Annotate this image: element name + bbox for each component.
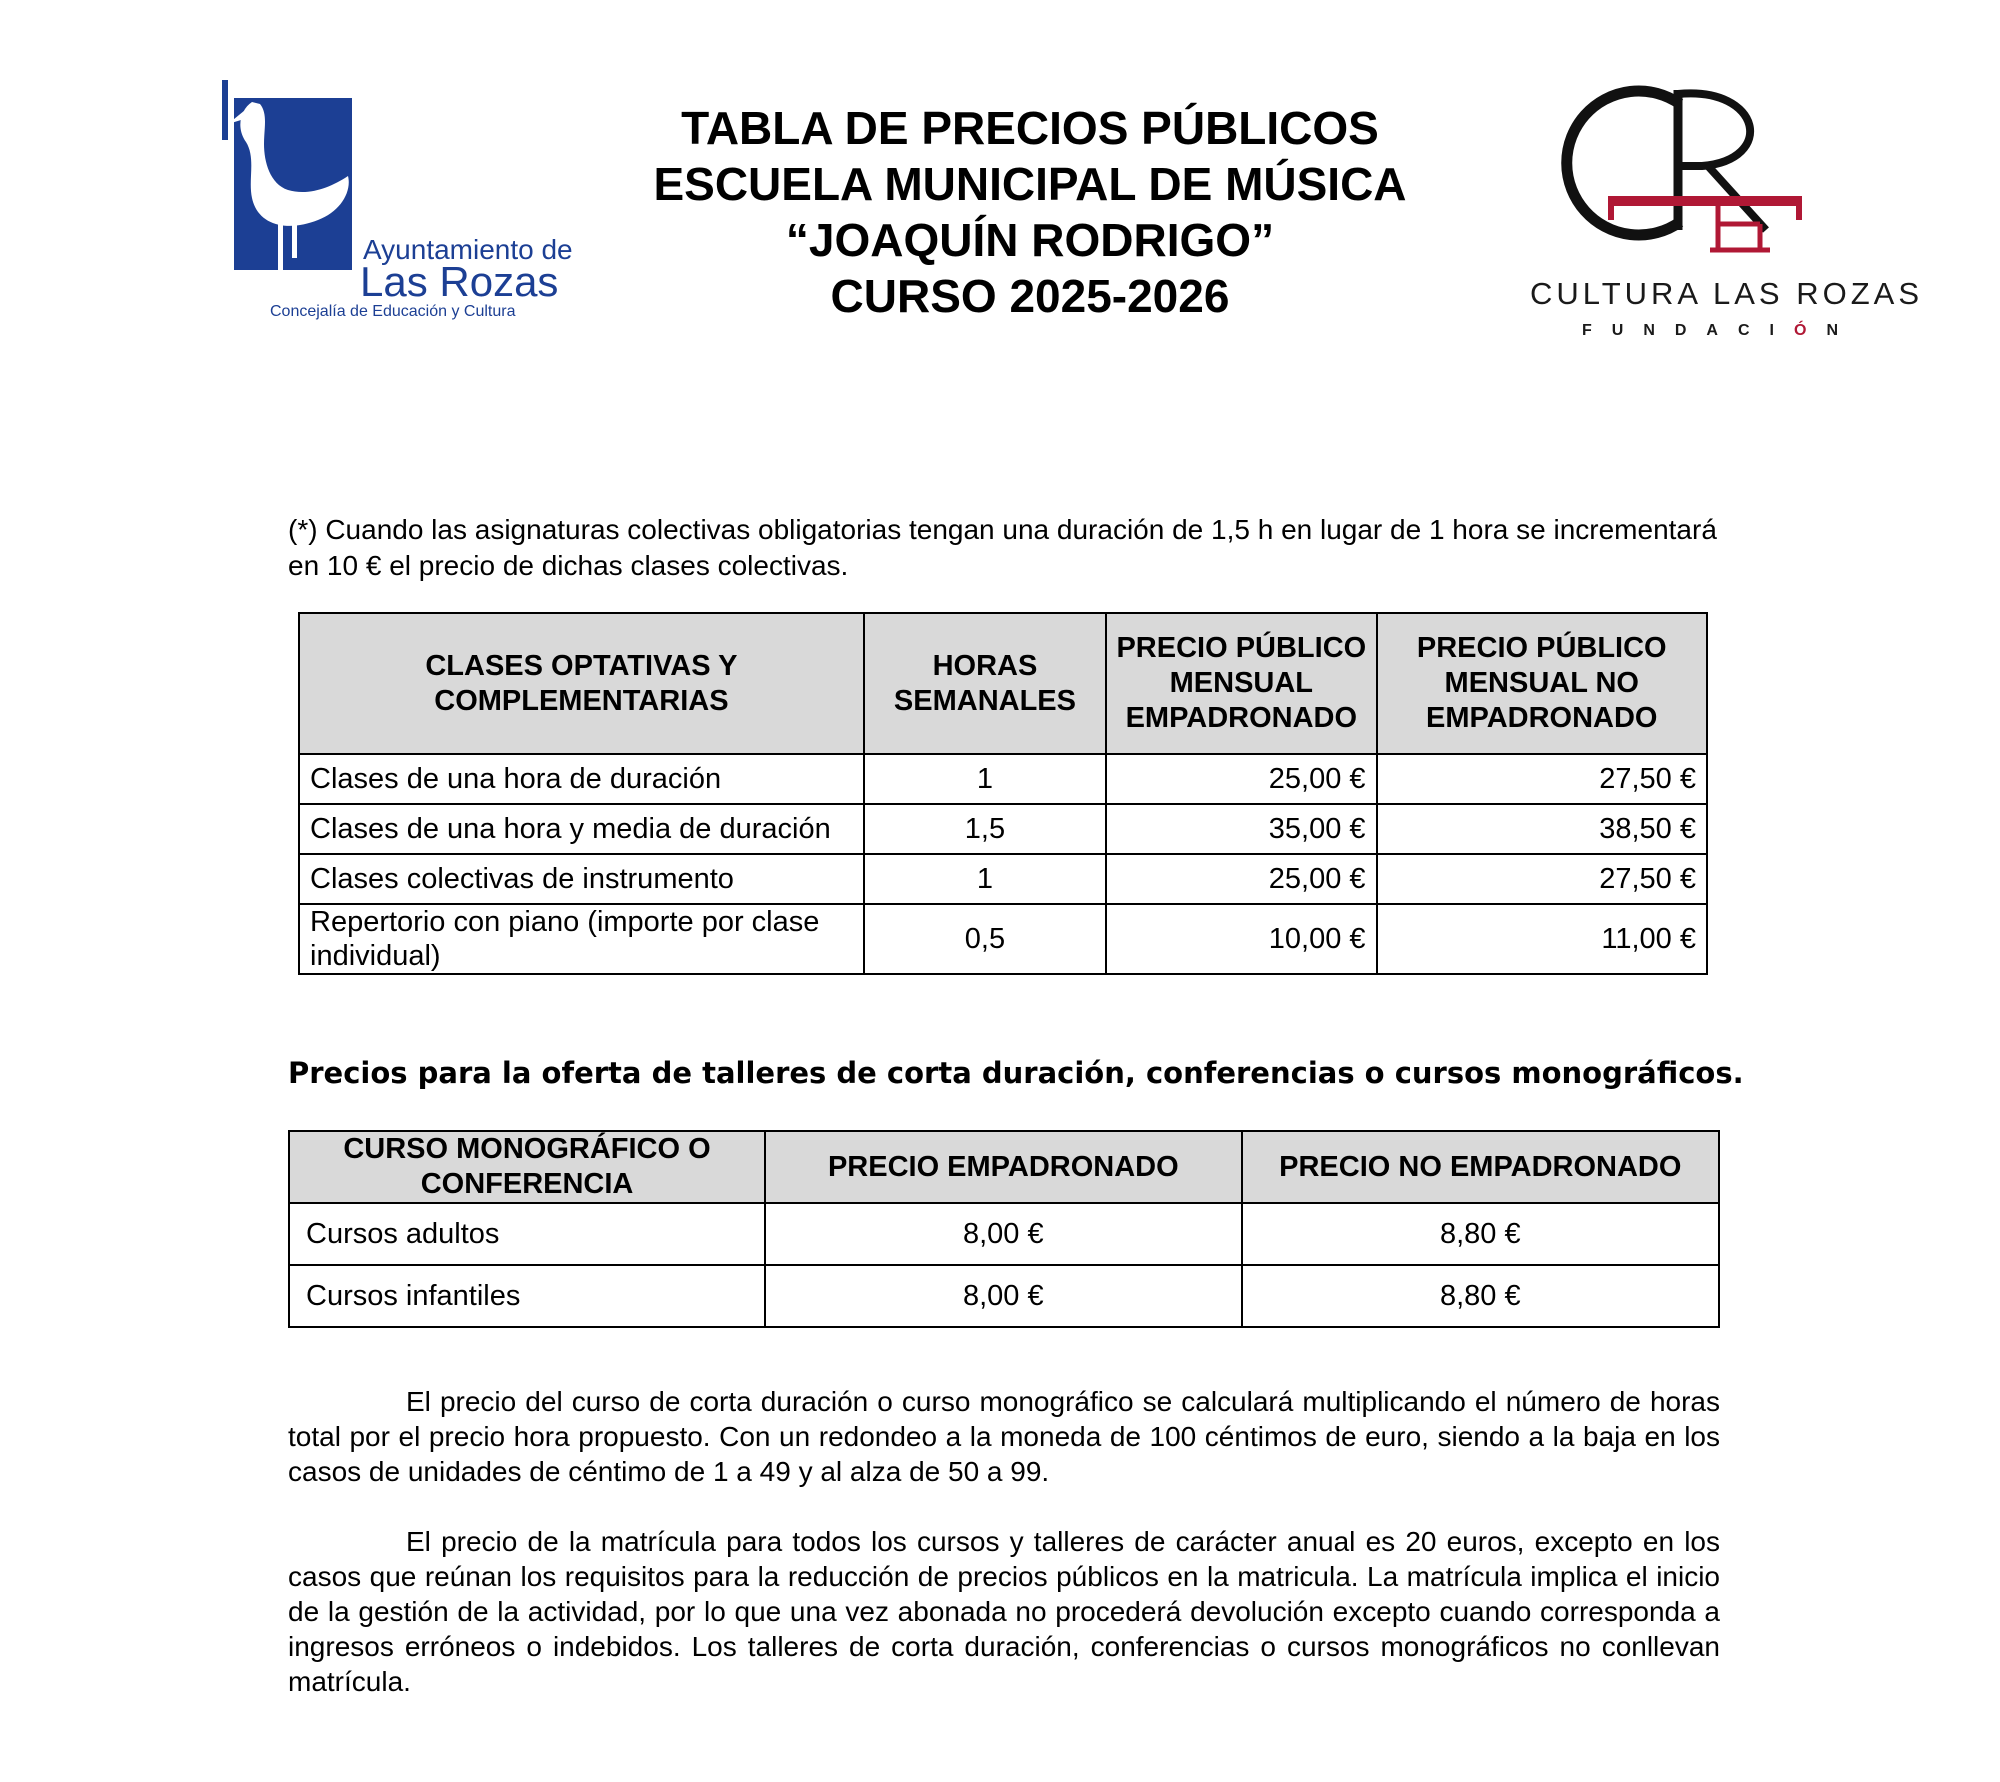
page-title xyxy=(560,100,1500,324)
optional-classes-table xyxy=(298,612,1708,975)
price-registered-cell: 25,00 € xyxy=(1106,854,1376,904)
note-text: (*) Cuando las asignaturas colectivas obligatorias tengan una duración de 1,5 h en lugar de 1 hora se incrementará en 10 € el precio de dichas clases colectivas. xyxy=(288,514,1717,581)
table-row xyxy=(299,904,1707,974)
table-row xyxy=(299,754,1707,804)
cr-monogram-icon xyxy=(1530,80,1890,260)
fundacion-accent: Ó xyxy=(1793,322,1827,339)
class-name-cell: Repertorio con piano (importe por clase individual) xyxy=(299,904,864,974)
class-name-cell: Clases de una hora y media de duración xyxy=(299,804,864,854)
price-registered-cell: 25,00 € xyxy=(1106,754,1376,804)
fundacion-text-main: FUNDACI xyxy=(1581,322,1794,339)
column-header: CLASES OPTATIVAS Y COMPLEMENTARIAS xyxy=(299,613,864,754)
monographic-courses-table xyxy=(288,1130,1720,1328)
ayuntamiento-text: Ayuntamiento de xyxy=(363,234,573,265)
hours-cell: 1 xyxy=(864,754,1106,804)
table-header-row xyxy=(289,1131,1719,1203)
paragraph-text: El precio de la matrícula para todos los cursos y talleres de carácter anual es 20 euros, excepto en los casos que reúnan los requisitos para la reducción de precios públicos en la matricula. La matrícula implica el inicio de la gestión de la actividad, por lo que una vez abonada no procederá devolución excepto cuando corresponda a ingresos erróneos o indebidos. Los talleres de corta duración, conferencias o cursos monográficos no conllevan matrícula. xyxy=(288,1526,1720,1697)
course-name-cell: Cursos infantiles xyxy=(289,1265,765,1327)
title-line: ESCUELA MUNICIPAL DE MÚSICA xyxy=(653,158,1407,210)
price-registered-cell: 35,00 € xyxy=(1106,804,1376,854)
class-name-cell: Clases colectivas de instrumento xyxy=(299,854,864,904)
stork-emblem-icon xyxy=(222,80,362,280)
column-header: HORAS SEMANALES xyxy=(864,613,1106,754)
hours-cell: 1 xyxy=(864,854,1106,904)
column-header: PRECIO EMPADRONADO xyxy=(765,1131,1242,1203)
class-name-cell: Clases de una hora de duración xyxy=(299,754,864,804)
table-header-row xyxy=(299,613,1707,754)
concejalia-text: Concejalía de Educación y Cultura xyxy=(270,303,516,320)
price-unregistered-cell: 8,80 € xyxy=(1242,1265,1719,1327)
title-line: CURSO 2025-2026 xyxy=(830,270,1230,322)
cultura-las-rozas-logo xyxy=(1530,80,1924,350)
column-header: PRECIO PÚBLICO MENSUAL NO EMPADRONADO xyxy=(1377,613,1707,754)
price-unregistered-cell: 38,50 € xyxy=(1377,804,1707,854)
column-header: PRECIO PÚBLICO MENSUAL EMPADRONADO xyxy=(1106,613,1376,754)
price-unregistered-cell: 27,50 € xyxy=(1377,754,1707,804)
table-row xyxy=(289,1265,1719,1327)
table-row xyxy=(289,1203,1719,1265)
rounding-paragraph xyxy=(288,1384,1720,1489)
column-header: PRECIO NO EMPADRONADO xyxy=(1242,1131,1719,1203)
hours-cell: 1,5 xyxy=(864,804,1106,854)
ayuntamiento-logo xyxy=(222,80,573,330)
hours-cell: 0,5 xyxy=(864,904,1106,974)
section-heading: Precios para la oferta de talleres de corta duración, conferencias o cursos monográficos. xyxy=(288,1056,1744,1090)
price-unregistered-cell: 8,80 € xyxy=(1242,1203,1719,1265)
title-line: TABLA DE PRECIOS PÚBLICOS xyxy=(681,102,1379,154)
fundacion-text xyxy=(1530,322,1890,340)
price-unregistered-cell: 27,50 € xyxy=(1377,854,1707,904)
paragraph-text: El precio del curso de corta duración o curso monográfico se calculará multiplicando el número de horas total por el precio hora propuesto. Con un redondeo a la moneda de 100 céntimos de euro, siendo a la baja en los casos de unidades de céntimo de 1 a 49 y al alza de 50 a 99. xyxy=(288,1386,1720,1487)
table-row xyxy=(299,804,1707,854)
price-registered-cell: 8,00 € xyxy=(765,1203,1242,1265)
las-rozas-text: Las Rozas xyxy=(360,258,559,305)
column-header: CURSO MONOGRÁFICO O CONFERENCIA xyxy=(289,1131,765,1203)
enrollment-paragraph xyxy=(288,1524,1720,1699)
price-unregistered-cell: 11,00 € xyxy=(1377,904,1707,974)
cultura-las-rozas-text: CULTURA LAS ROZAS xyxy=(1530,276,1924,311)
price-registered-cell: 10,00 € xyxy=(1106,904,1376,974)
title-line: “JOAQUÍN RODRIGO” xyxy=(785,214,1275,266)
price-registered-cell: 8,00 € xyxy=(765,1265,1242,1327)
course-name-cell: Cursos adultos xyxy=(289,1203,765,1265)
fundacion-text-end: N xyxy=(1826,322,1858,339)
table-row xyxy=(299,854,1707,904)
